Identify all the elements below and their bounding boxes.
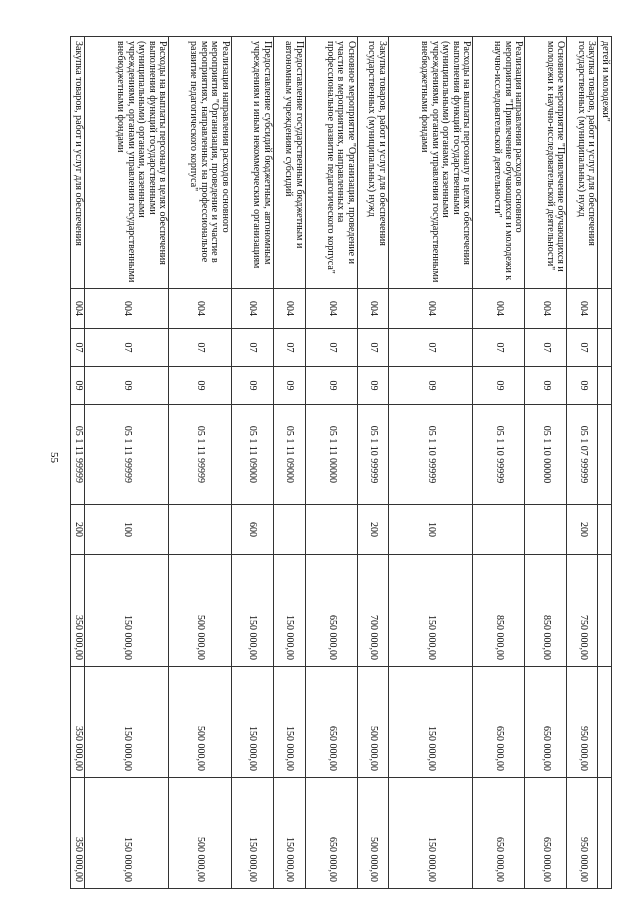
cell-section: 07 [357, 329, 388, 367]
cell-target-article: 05 1 11 00000 [305, 405, 357, 505]
cell-name: Расходы на выплаты персоналу в целях обеспечения выполнения функций государственными (муниципальными) органами, казенными учреждениями, органами управления государственными внебюджетными фондами [85, 37, 169, 289]
cell-subsection: 09 [305, 367, 357, 405]
cell-expense-type: 600 [231, 505, 273, 555]
cell-year1 [598, 555, 612, 667]
cell-year1: 350 000,00 [71, 555, 85, 667]
cell-year1: 150 000,00 [231, 555, 273, 667]
cell-ministry: 004 [567, 289, 598, 329]
cell-section: 07 [85, 329, 169, 367]
cell-year3: 150 000,00 [273, 778, 305, 889]
cell-section: 07 [169, 329, 231, 367]
cell-year1: 150 000,00 [388, 555, 472, 667]
cell-expense-type: 200 [71, 505, 85, 555]
cell-name: Предоставление государственным бюджетным и автономным учреждениям субсидий [273, 37, 305, 289]
cell-year3: 650 000,00 [473, 778, 525, 889]
table-row [388, 37, 472, 889]
cell-name: Расходы на выплаты персоналу в целях обеспечения выполнения функций государственными (муниципальными) органами, казенными учреждениями, органами управления государственными внебюджетными фондами [388, 37, 472, 289]
cell-expense-type: 100 [85, 505, 169, 555]
cell-year1: 150 000,00 [85, 555, 169, 667]
cell-year2: 650 000,00 [473, 667, 525, 778]
cell-section: 07 [71, 329, 85, 367]
cell-expense-type [169, 505, 231, 555]
cell-name: Основное мероприятие "Организация, проведение и участие в мероприятиях, направленных на профессиональное развитие педагогического корпуса" [305, 37, 357, 289]
cell-section: 07 [525, 329, 567, 367]
cell-subsection: 09 [85, 367, 169, 405]
cell-expense-type: 100 [388, 505, 472, 555]
cell-subsection: 09 [357, 367, 388, 405]
cell-section: 07 [473, 329, 525, 367]
cell-name: Основное мероприятие "Привлечение обучающихся и молодежи к научно-исследовательской деятельности" [525, 37, 567, 289]
cell-subsection: 09 [71, 367, 85, 405]
cell-target-article: 05 1 10 99999 [388, 405, 472, 505]
cell-year2: 150 000,00 [273, 667, 305, 778]
cell-year3: 500 000,00 [169, 778, 231, 889]
cell-section: 07 [273, 329, 305, 367]
cell-name: Закупка товаров, работ и услуг для обеспечения [71, 37, 85, 289]
cell-name: Реализация направления расходов основного мероприятия "Привлечение обучающихся и молодежи к научно-исследовательской деятельности" [473, 37, 525, 289]
cell-expense-type [598, 505, 612, 555]
cell-section: 07 [305, 329, 357, 367]
cell-year2: 500 000,00 [357, 667, 388, 778]
cell-year1: 500 000,00 [169, 555, 231, 667]
page-number: 55 [48, 452, 60, 463]
cell-year3: 150 000,00 [231, 778, 273, 889]
cell-expense-type [305, 505, 357, 555]
cell-target-article [598, 405, 612, 505]
cell-year3: 500 000,00 [357, 778, 388, 889]
cell-year2: 150 000,00 [231, 667, 273, 778]
cell-ministry: 004 [169, 289, 231, 329]
table-row [231, 37, 273, 889]
cell-expense-type: 200 [357, 505, 388, 555]
cell-year1: 850 000,00 [473, 555, 525, 667]
cell-ministry: 004 [71, 289, 85, 329]
cell-subsection [598, 367, 612, 405]
cell-subsection: 09 [169, 367, 231, 405]
cell-name: Закупка товаров, работ и услуг для обеспечения государственных (муниципальных) нужд [567, 37, 598, 289]
cell-ministry [598, 289, 612, 329]
cell-subsection: 09 [525, 367, 567, 405]
cell-subsection: 09 [567, 367, 598, 405]
cell-ministry: 004 [231, 289, 273, 329]
cell-target-article: 05 1 11 99999 [85, 405, 169, 505]
rotated-page [70, 36, 612, 888]
cell-ministry: 004 [525, 289, 567, 329]
table-body [71, 37, 612, 889]
cell-year1: 650 000,00 [305, 555, 357, 667]
cell-ministry: 004 [388, 289, 472, 329]
cell-year2: 150 000,00 [388, 667, 472, 778]
table-row [525, 37, 567, 889]
cell-expense-type [525, 505, 567, 555]
cell-year3: 650 000,00 [525, 778, 567, 889]
cell-subsection: 09 [473, 367, 525, 405]
cell-name: детей и молодежи" [598, 37, 612, 289]
cell-year3: 150 000,00 [85, 778, 169, 889]
table-row [169, 37, 231, 889]
cell-year2 [598, 667, 612, 778]
cell-subsection: 09 [273, 367, 305, 405]
cell-year2: 650 000,00 [305, 667, 357, 778]
table-row [473, 37, 525, 889]
cell-target-article: 05 1 10 99999 [357, 405, 388, 505]
cell-subsection: 09 [388, 367, 472, 405]
cell-target-article: 05 1 11 99999 [169, 405, 231, 505]
cell-section [598, 329, 612, 367]
table-row [357, 37, 388, 889]
cell-target-article: 05 1 11 99999 [71, 405, 85, 505]
table-row [305, 37, 357, 889]
cell-ministry: 004 [473, 289, 525, 329]
budget-table [70, 36, 612, 889]
cell-year3 [598, 778, 612, 889]
cell-expense-type [473, 505, 525, 555]
cell-section: 07 [567, 329, 598, 367]
cell-name: Закупка товаров, работ и услуг для обеспечения государственных (муниципальных) нужд [357, 37, 388, 289]
cell-expense-type [273, 505, 305, 555]
cell-year3: 150 000,00 [388, 778, 472, 889]
cell-year1: 150 000,00 [273, 555, 305, 667]
table-row [71, 37, 85, 889]
cell-target-article: 05 1 10 99999 [473, 405, 525, 505]
cell-year2: 150 000,00 [85, 667, 169, 778]
cell-target-article: 05 1 10 00000 [525, 405, 567, 505]
cell-year2: 500 000,00 [169, 667, 231, 778]
cell-name: Предоставление субсидий бюджетным, автономным учреждениям и иным некоммерческим организациям [231, 37, 273, 289]
cell-target-article: 05 1 07 99999 [567, 405, 598, 505]
cell-year3: 350 000,00 [71, 778, 85, 889]
cell-year2: 350 000,00 [71, 667, 85, 778]
table-row [85, 37, 169, 889]
cell-year1: 850 000,00 [525, 555, 567, 667]
cell-subsection: 09 [231, 367, 273, 405]
table-row [567, 37, 598, 889]
cell-section: 07 [388, 329, 472, 367]
cell-ministry: 004 [305, 289, 357, 329]
cell-expense-type: 200 [567, 505, 598, 555]
cell-ministry: 004 [357, 289, 388, 329]
cell-ministry: 004 [273, 289, 305, 329]
cell-year2: 950 000,00 [567, 667, 598, 778]
table-row [598, 37, 612, 889]
cell-year3: 950 000,00 [567, 778, 598, 889]
cell-name: Реализация направления расходов основного мероприятия "Организация, проведение и участие в мероприятиях, направленных на профессиональное развитие педагогического корпуса" [169, 37, 231, 289]
cell-target-article: 05 1 11 09000 [231, 405, 273, 505]
table-row [273, 37, 305, 889]
cell-target-article: 05 1 11 09000 [273, 405, 305, 505]
cell-section: 07 [231, 329, 273, 367]
cell-year2: 650 000,00 [525, 667, 567, 778]
cell-year3: 650 000,00 [305, 778, 357, 889]
cell-year1: 700 000,00 [357, 555, 388, 667]
cell-year1: 750 000,00 [567, 555, 598, 667]
cell-ministry: 004 [85, 289, 169, 329]
